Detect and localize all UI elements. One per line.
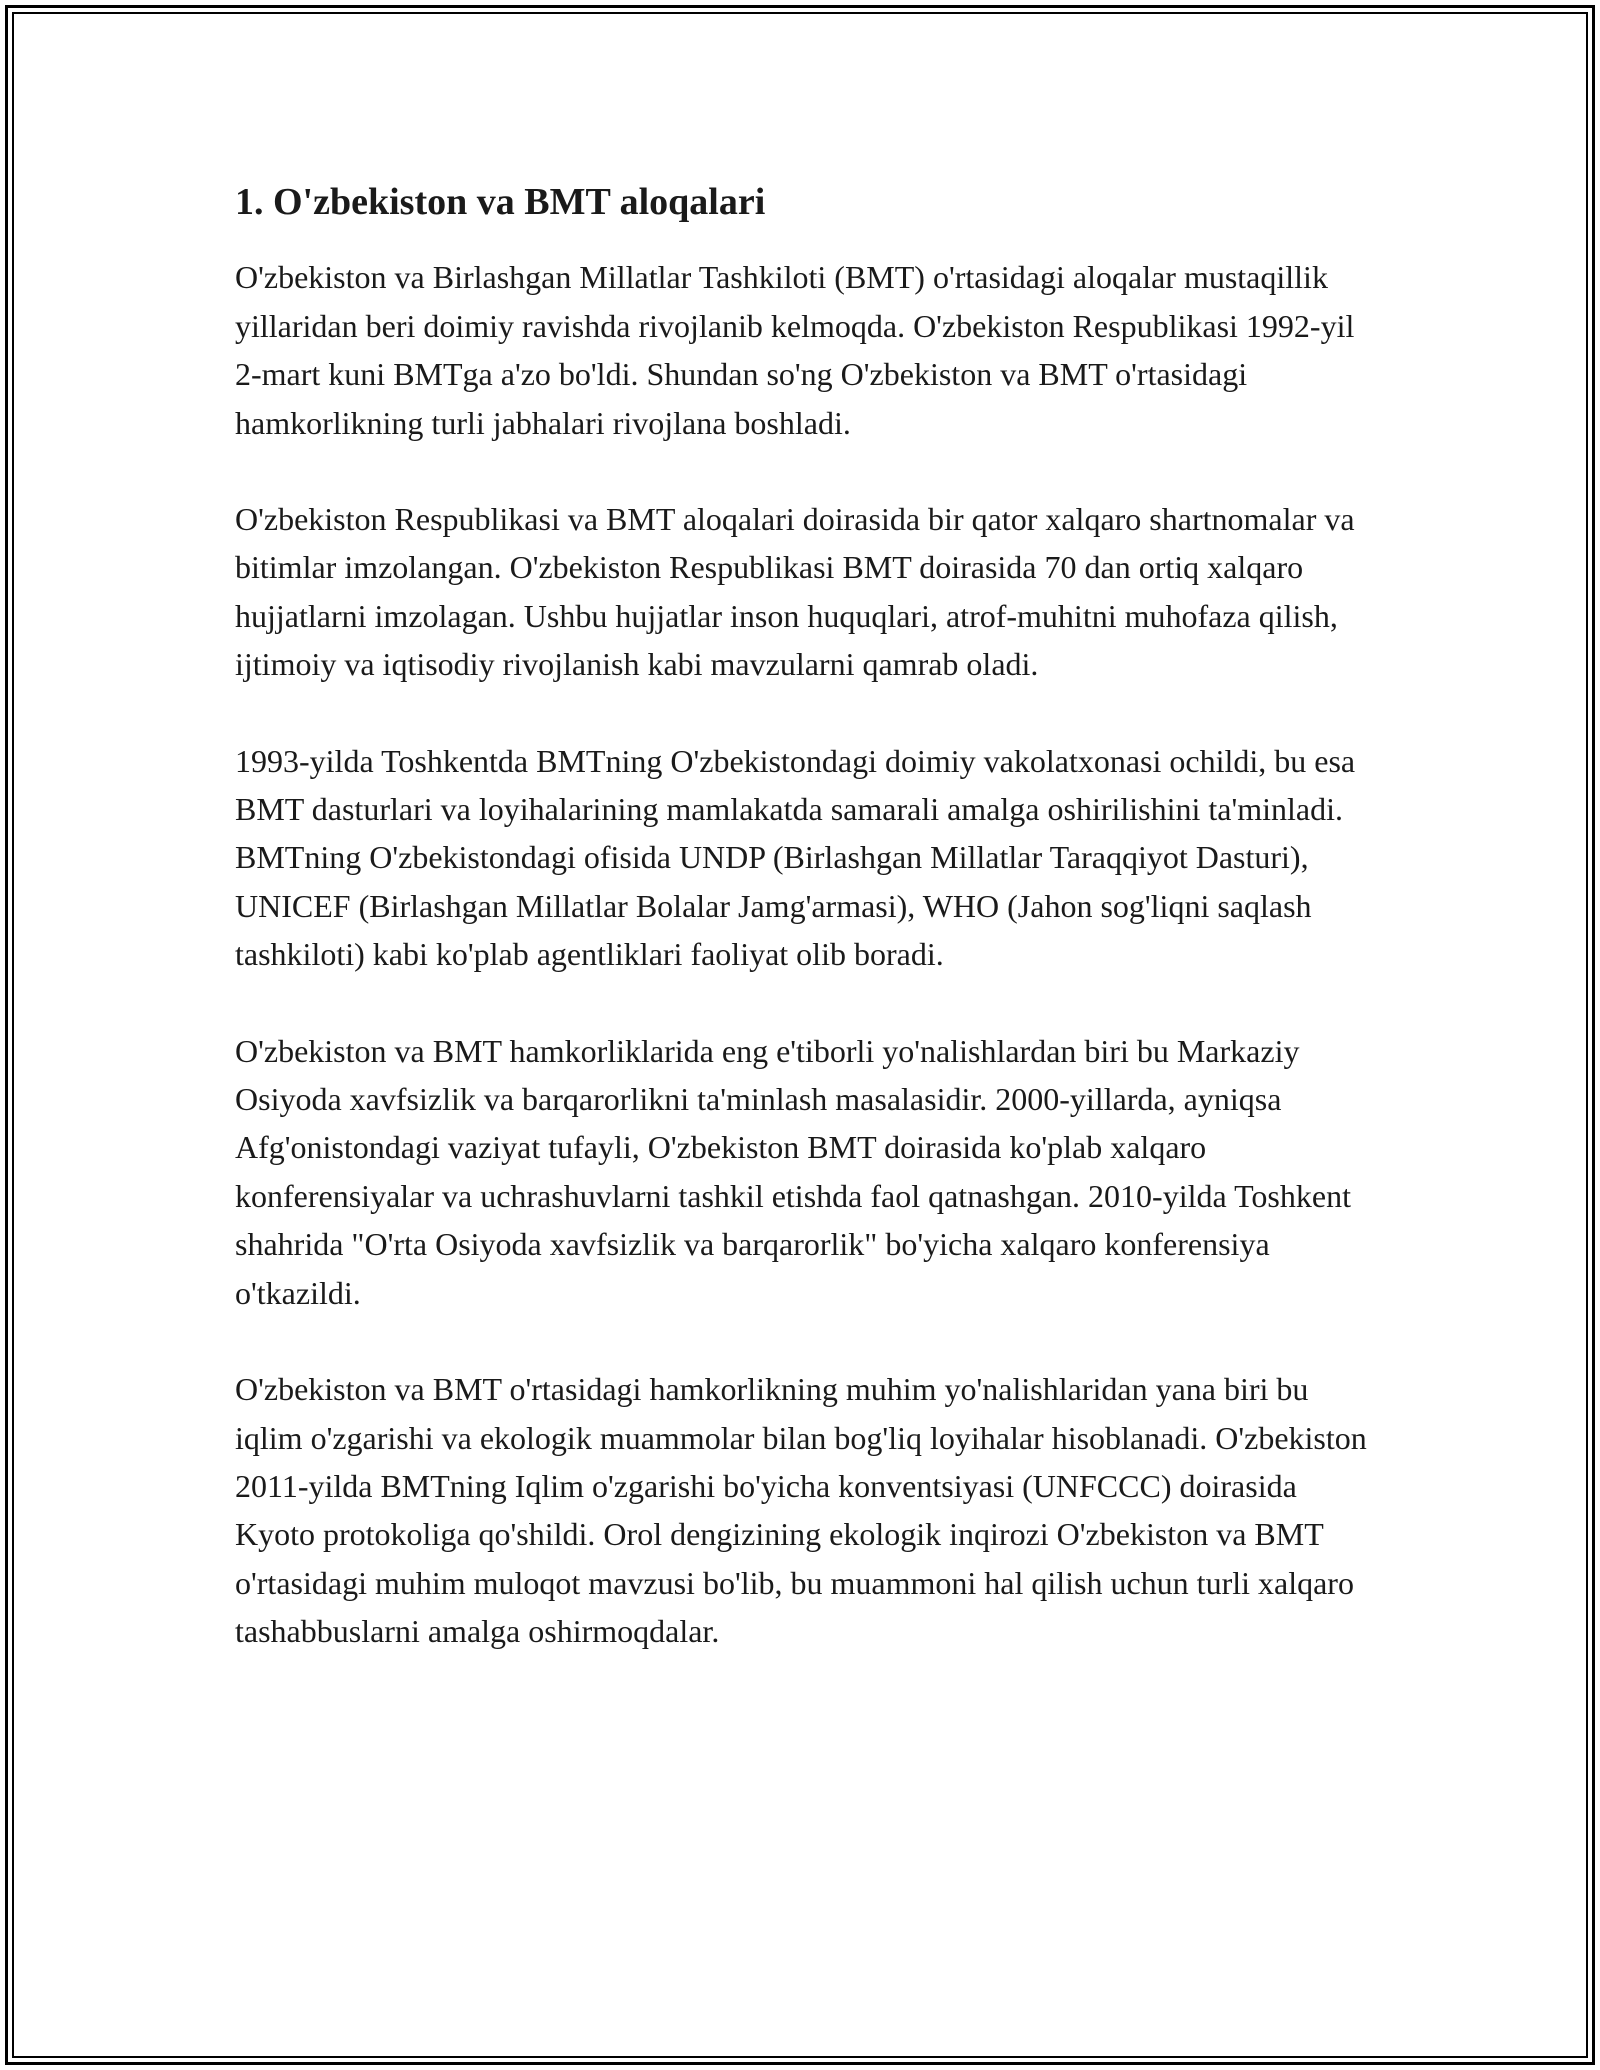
paragraph-2: O'zbekiston Respublikasi va BMT aloqalari doirasida bir qator xalqaro shartnomalar va bitimlar imzolangan. O'zbekiston Respublikasi BMT doirasida 70 dan ortiq xalqaro hujjatlarni imzolagan. Ushbu hujjatlar inson huquqlari, atrof-muhitni muhofaza qilish, ijtimoiy va iqtisodiy rivojlanish kabi mavzularni qamrab oladi.	[235, 501, 1355, 683]
paragraph-1: O'zbekiston va Birlashgan Millatlar Tashkiloti (BMT) o'rtasidagi aloqalar mustaqillik yillaridan beri doimiy ravishda rivojlanib kelmoqda. O'zbekiston Respublikasi 1992-yil 2-mart kuni BMTga a'zo bo'ldi. Shundan so'ng O'zbekiston va BMT o'rtasidagi hamkorlikning turli jabhalari rivojlana boshladi.	[235, 259, 1355, 441]
document-body	[235, 178, 1370, 1704]
paragraph-5: O'zbekiston va BMT o'rtasidagi hamkorlikning muhim yo'nalishlaridan yana biri bu iqlim o'zgarishi va ekologik muammolar bilan bog'liq loyihalar hisoblanadi. O'zbekiston 2011-yilda BMTning Iqlim o'zgarishi bo'yicha konventsiyasi (UNFCCC) doirasida Kyoto protokoliga qo'shildi. Orol dengizining ekologik inqirozi O'zbekiston va BMT o'rtasidagi muhim muloqot mavzusi bo'lib, bu muammoni hal qilish uchun turli xalqaro tashabbuslarni amalga oshirmoqdalar.	[235, 1371, 1367, 1650]
paragraph-3: 1993-yilda Toshkentda BMTning O'zbekistondagi doimiy vakolatxonasi ochildi, bu esa BMT dasturlari va loyihalarining mamlakatda samarali amalga oshirilishini ta'minladi. BMTning O'zbekistondagi ofisida UNDP (Birlashgan Millatlar Taraqqiyot Dasturi), UNICEF (Birlashgan Millatlar Bolalar Jamg'armasi), WHO (Jahon sog'liqni saqlash tashkiloti) kabi ko'plab agentliklari faoliyat olib boradi.	[235, 742, 1356, 973]
section-title: 1. O'zbekiston va BMT aloqalari	[235, 181, 766, 223]
paragraph-4: O'zbekiston va BMT hamkorliklarida eng e'tiborli yo'nalishlardan biri bu Markaziy Osiyoda xavfsizlik va barqarorlikni ta'minlash masalasidir. 2000-yillarda, ayniqsa Afg'onistondagi vaziyat tufayli, O'zbekiston BMT doirasida ko'plab xalqaro konferensiyalar va uchrashuvlarni tashkil etishda faol qatnashgan. 2010-yilda Toshkent shahrida "O'rta Osiyoda xavfsizlik va barqarorlik" bo'yicha xalqaro konferensiya o'tkazildi.	[235, 1032, 1351, 1311]
